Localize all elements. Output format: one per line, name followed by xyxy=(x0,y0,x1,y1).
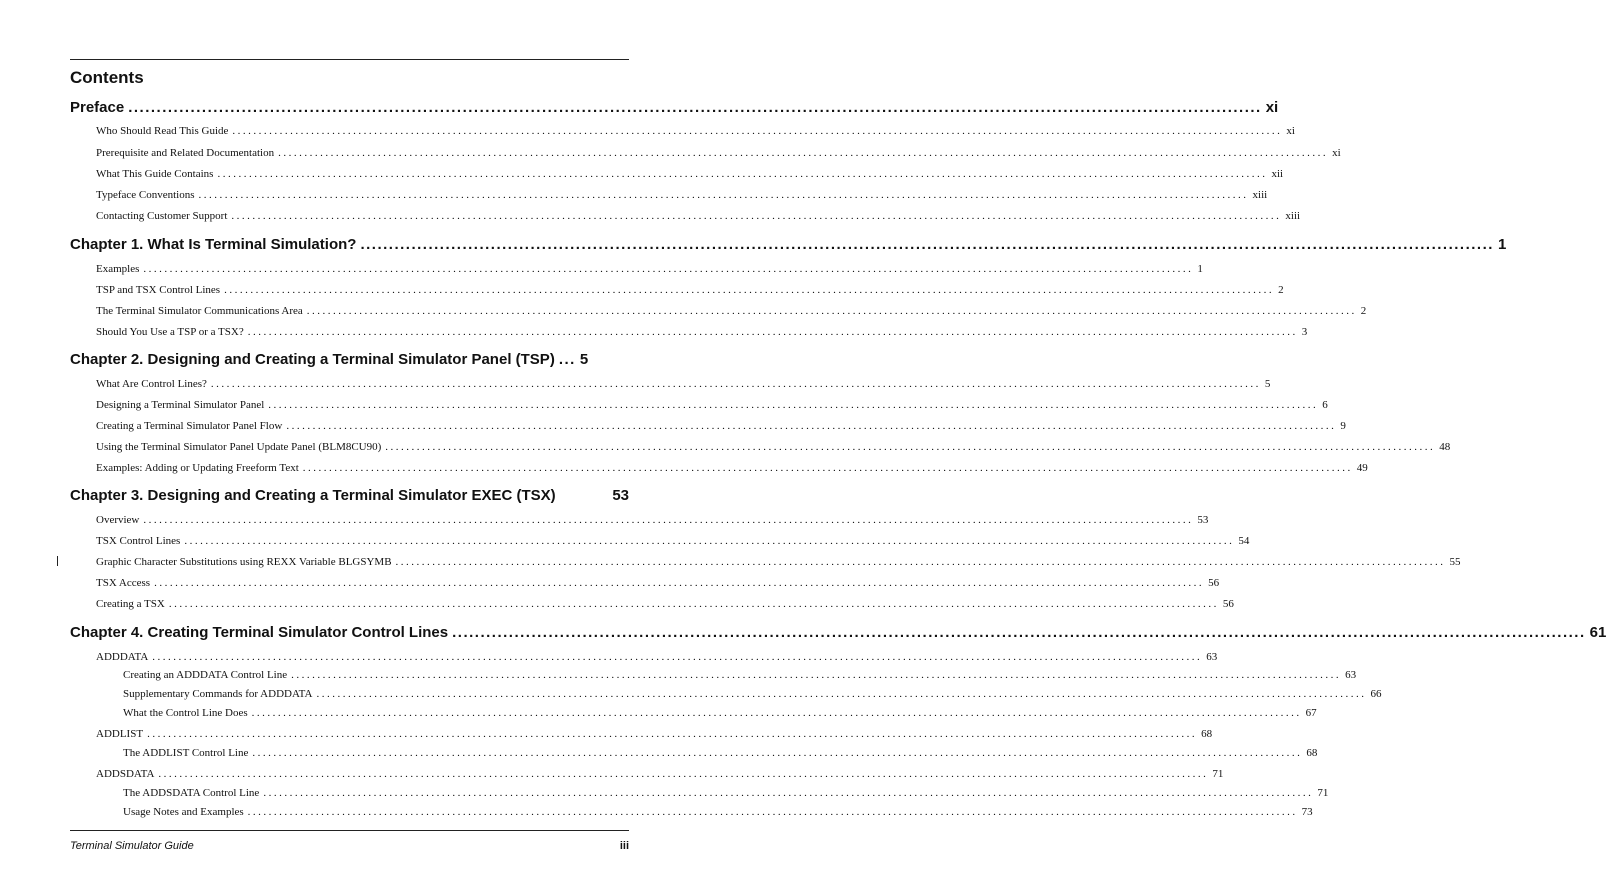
toc-page: 55 xyxy=(1449,556,1461,568)
toc-entry[interactable] xyxy=(96,147,1341,159)
dot-leader: ........................................................................................................................................................................................................ xyxy=(268,399,1319,411)
toc-entry[interactable] xyxy=(96,598,1234,610)
toc-page: xi xyxy=(1332,147,1341,159)
dot-leader: ........................................................................................................................................................................................................ xyxy=(231,210,1282,222)
toc-page: 68 xyxy=(1306,747,1318,759)
dot-leader: ........................................................................................................................................................................................................ xyxy=(395,556,1446,568)
dot-leader: ........................................................................................................................................................................................................ xyxy=(251,707,1302,719)
toc-entry-title: Creating an ADDDATA Control Line xyxy=(123,669,288,681)
toc-entry-title: Who Should Read This Guide xyxy=(96,125,229,137)
toc-page: 48 xyxy=(1439,441,1451,453)
toc-section-title: Chapter 2. Designing and Creating a Terminal Simulator Panel (TSP) xyxy=(70,351,555,368)
toc-entry-title: The ADDLIST Control Line xyxy=(123,747,249,759)
dot-leader: ........................................................................................................................................................................................................ xyxy=(184,535,1235,547)
dot-leader: ........................................................................................................................................................................................................ xyxy=(263,787,1314,799)
dot-leader: ........................................................................................................................................................................................................ xyxy=(143,263,1194,275)
toc-entry-title: Typeface Conventions xyxy=(96,189,195,201)
toc-entry[interactable] xyxy=(96,210,1301,222)
toc-entry-title: Examples xyxy=(96,263,140,275)
toc-entry-title: What Are Control Lines? xyxy=(96,378,207,390)
toc-entry-title: TSX Control Lines xyxy=(96,535,181,547)
toc-entry-title: TSP and TSX Control Lines xyxy=(96,284,221,296)
dot-leader: ........................................................................................................................................................................................................ xyxy=(210,378,1261,390)
toc-entry-title: The ADDSDATA Control Line xyxy=(123,787,260,799)
toc-entry[interactable] xyxy=(96,441,1451,453)
footer-guide-title: Terminal Simulator Guide xyxy=(70,840,194,852)
dot-leader: ........................................................................................................................................................................................................ xyxy=(286,420,1337,432)
dot-leader: ........................................................................................................................................................................................................ xyxy=(360,236,1494,253)
toc-entry[interactable] xyxy=(96,284,1284,296)
toc-page: 5 xyxy=(579,351,589,368)
toc-page: 56 xyxy=(1222,598,1234,610)
toc-page: 3 xyxy=(1301,326,1308,338)
toc-entry[interactable] xyxy=(96,651,1218,663)
toc-page: 2 xyxy=(1360,305,1367,317)
toc-entry-title: ADDSDATA xyxy=(96,768,155,780)
toc-entry[interactable] xyxy=(96,535,1250,547)
toc-entry-title: Creating a Terminal Simulator Panel Flow xyxy=(96,420,283,432)
toc-entry-title: ADDLIST xyxy=(96,728,144,740)
toc-entry[interactable] xyxy=(96,263,1203,275)
toc-section-title: Chapter 4. Creating Terminal Simulator Control Lines xyxy=(70,624,449,641)
toc-page: 61 xyxy=(1589,624,1606,641)
toc-page: 71 xyxy=(1317,787,1329,799)
toc-page: 2 xyxy=(1278,284,1284,296)
toc-page: 9 xyxy=(1340,420,1346,432)
toc-entry[interactable] xyxy=(96,728,1213,740)
toc-subentry[interactable] xyxy=(123,806,1313,818)
toc-page: 56 xyxy=(1208,577,1220,589)
dot-leader: ........................................................................................................................................................................................................ xyxy=(316,688,1367,700)
toc-subentry[interactable] xyxy=(123,787,1329,799)
toc-page: 1 xyxy=(1197,263,1203,275)
bottom-rule xyxy=(70,830,629,831)
dot-leader: ........................................................................................................................................................................................................ xyxy=(224,284,1275,296)
toc-entry[interactable] xyxy=(96,768,1224,780)
toc-entry-title: Should You Use a TSP or a TSX? xyxy=(96,326,244,338)
toc-page: 71 xyxy=(1212,768,1224,780)
toc-entry-title: Contacting Customer Support xyxy=(96,210,228,222)
toc-entry-title: Creating a TSX xyxy=(96,598,165,610)
toc-section-title: Chapter 3. Designing and Creating a Terminal Simulator EXEC (TSX) xyxy=(70,487,556,504)
toc-page: 5 xyxy=(1264,378,1271,390)
dot-leader: ........................................................................................................................................................................................................ xyxy=(198,189,1249,201)
toc-section-chapter-1[interactable] xyxy=(70,236,1507,253)
toc-page: 67 xyxy=(1305,707,1317,719)
toc-entry-title: Overview xyxy=(96,514,140,526)
toc-section-chapter-4[interactable] xyxy=(70,624,1606,641)
toc-entry[interactable] xyxy=(96,125,1295,137)
dot-leader: ........................................................................................................................................................................................................ xyxy=(158,768,1209,780)
toc-page: 1 xyxy=(1497,236,1507,253)
toc-entry-title: Designing a Terminal Simulator Panel xyxy=(96,399,265,411)
toc-entry[interactable] xyxy=(96,462,1368,474)
toc-page: 53 xyxy=(1197,514,1209,526)
toc-entry-title: ADDDATA xyxy=(96,651,149,663)
toc-entry[interactable] xyxy=(96,399,1328,411)
dot-leader: ........................................................................................................................................................................................................ xyxy=(168,598,1219,610)
dot-leader: ........................................................................................................................................................................................................ xyxy=(152,651,1203,663)
dot-leader: ........................................................................................................................................................................................................ xyxy=(217,168,1268,180)
toc-entry-title: The Terminal Simulator Communications Area xyxy=(96,305,303,317)
dot-leader: ........................................................................................................................................................................................................ xyxy=(302,462,1353,474)
toc-subentry[interactable] xyxy=(123,669,1357,681)
toc-entry[interactable] xyxy=(96,514,1209,526)
toc-page: 63 xyxy=(1345,669,1357,681)
dot-leader: ........................................................................................................................................................................................................ xyxy=(147,728,1198,740)
toc-page: 68 xyxy=(1201,728,1213,740)
toc-entry-title: Supplementary Commands for ADDDATA xyxy=(123,688,313,700)
toc-entry[interactable] xyxy=(96,305,1367,317)
toc-page: xi xyxy=(1265,99,1279,116)
toc-page: 63 xyxy=(1206,651,1218,663)
toc-entry-title: What the Control Line Does xyxy=(123,707,248,719)
toc-section-preface[interactable] xyxy=(70,99,1279,116)
toc-section-chapter-2[interactable] xyxy=(70,351,629,368)
footer-page-number: iii xyxy=(619,840,629,852)
toc-page: 53 xyxy=(612,487,629,504)
top-rule xyxy=(70,59,629,60)
toc-page: 49 xyxy=(1356,462,1368,474)
toc-entry-title: Usage Notes and Examples xyxy=(123,806,244,818)
dot-leader: ........................................................................................................................................................................................................ xyxy=(385,441,1436,453)
toc-page: 6 xyxy=(1322,399,1328,411)
toc-entry-title: What This Guide Contains xyxy=(96,168,214,180)
toc-entry[interactable] xyxy=(96,556,1461,568)
toc-page: xi xyxy=(1286,125,1295,137)
toc-section-chapter-3[interactable] xyxy=(70,487,629,504)
toc-entry[interactable] xyxy=(96,326,1308,338)
toc-page: xii xyxy=(1271,168,1284,180)
toc-entry[interactable] xyxy=(96,577,1220,589)
change-bar xyxy=(57,556,58,566)
page-title: Contents xyxy=(70,68,144,87)
dot-leader: ........................................................................................................................................................................................................ xyxy=(291,669,1342,681)
toc-entry[interactable] xyxy=(96,420,1346,432)
toc-subentry[interactable] xyxy=(123,707,1317,719)
toc-section-title: Chapter 1. What Is Terminal Simulation? xyxy=(70,236,357,253)
toc-entry-title: Using the Terminal Simulator Panel Update Panel (BLM8CU90) xyxy=(96,441,382,453)
dot-leader: ........................................................................................................................................................................................................ xyxy=(252,747,1303,759)
toc-entry-title: Prerequisite and Related Documentation xyxy=(96,147,275,159)
dot-leader: ........................................................................................................................................................................................................ xyxy=(278,147,1329,159)
dot-leader: ........................................................................................................................................................................................................ xyxy=(247,326,1298,338)
toc-page: xiii xyxy=(1285,210,1301,222)
toc-entry-title: Examples: Adding or Updating Freeform Text xyxy=(96,462,299,474)
dot-leader: ........................................................................................................................................................................................................ xyxy=(306,305,1357,317)
toc-page: 54 xyxy=(1238,535,1250,547)
toc-subentry[interactable] xyxy=(123,688,1382,700)
dot-leader: ... xyxy=(558,351,576,368)
toc-entry[interactable] xyxy=(96,189,1268,201)
toc-section-title: Preface xyxy=(70,99,125,116)
toc-entry[interactable] xyxy=(96,168,1284,180)
toc-subentry[interactable] xyxy=(123,747,1318,759)
dot-leader: ........................................................................................................................................................................................................ xyxy=(232,125,1283,137)
toc-entry[interactable] xyxy=(96,378,1271,390)
dot-leader: ........................................................................................................................................................................................................ xyxy=(143,514,1194,526)
dot-leader: ........................................................................................................................................................................................................ xyxy=(247,806,1298,818)
dot-leader: ........................................................................................................................................................................................................ xyxy=(154,577,1205,589)
toc-page: xiii xyxy=(1252,189,1268,201)
toc-entry-title: TSX Access xyxy=(96,577,151,589)
toc-entry-title: Graphic Character Substitutions using REXX Variable BLGSYMB xyxy=(96,556,392,568)
toc-page: 73 xyxy=(1301,806,1313,818)
dot-leader: ........................................................................................................................................................................................................ xyxy=(128,99,1262,116)
dot-leader: ........................................................................................................................................................................................................ xyxy=(452,624,1586,641)
toc-page: 66 xyxy=(1370,688,1382,700)
